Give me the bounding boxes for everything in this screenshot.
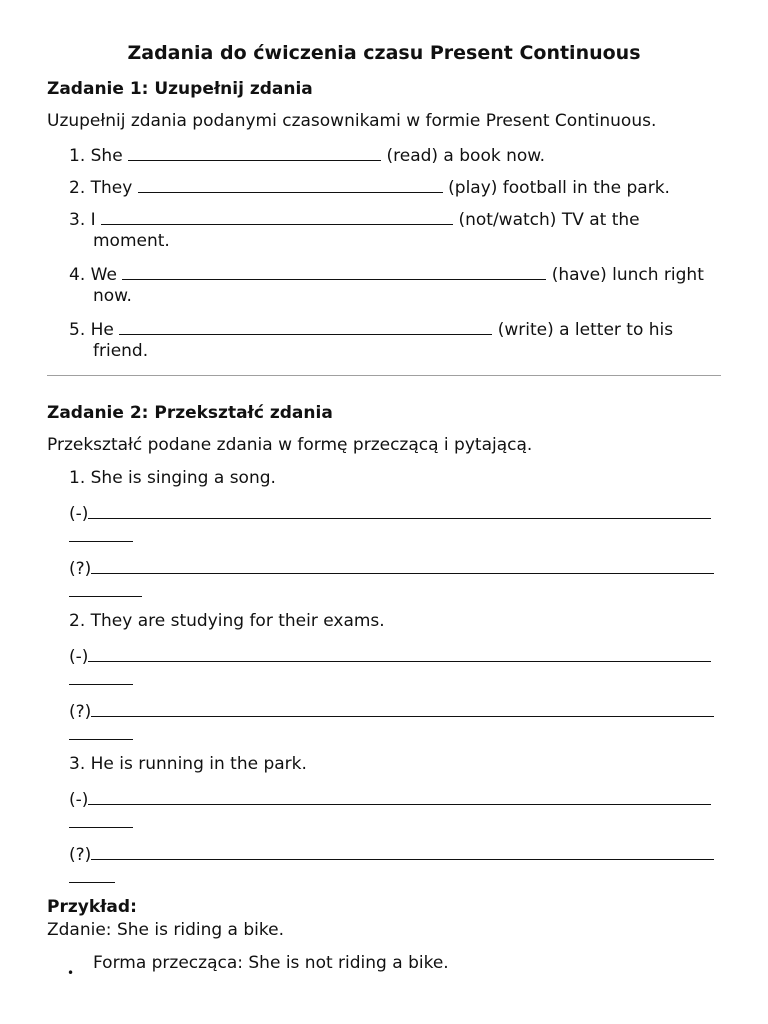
item-number: 5. (69, 320, 86, 340)
task1-item-5-continuation: friend. (93, 341, 149, 361)
answer-blank[interactable] (69, 722, 133, 740)
answer-blank[interactable] (69, 579, 142, 597)
answer-line-wrap (69, 524, 133, 549)
item-number: 4. (69, 265, 86, 285)
item-text-before: He (90, 320, 114, 340)
example-sentence: Zdanie: She is riding a bike. (47, 920, 284, 940)
question-line (69, 556, 714, 581)
question-line (69, 699, 714, 724)
answer-blank[interactable] (69, 667, 133, 685)
task1-item-4-continuation: now. (93, 286, 132, 306)
task1-item-3-continuation: moment. (93, 231, 170, 251)
task1-instruction: Uzupełnij zdania podanymi czasownikami w formie Present Continuous. (47, 111, 657, 131)
negative-line (69, 787, 711, 812)
item-text-after: (play) football in the park. (448, 178, 670, 198)
answer-line-wrap (69, 722, 133, 747)
answer-blank[interactable] (119, 317, 492, 335)
example-negative-form: Forma przecząca: She is not riding a bike. (93, 953, 449, 973)
answer-blank[interactable] (138, 175, 443, 193)
task2-instruction: Przekształć podane zdania w formę przeczącą i pytającą. (47, 435, 533, 455)
task2-sentence-3: 3. He is running in the park. (69, 754, 307, 774)
answer-blank[interactable] (69, 524, 133, 542)
section-divider (47, 375, 721, 376)
task1-item-5 (69, 317, 673, 342)
answer-line-wrap (69, 810, 133, 835)
answer-blank[interactable] (91, 556, 714, 574)
answer-blank[interactable] (69, 865, 115, 883)
question-marker: (?) (69, 702, 92, 722)
task2-heading: Zadanie 2: Przekształć zdania (47, 403, 333, 423)
negative-line (69, 501, 711, 526)
negative-marker: (-) (69, 647, 89, 667)
answer-blank[interactable] (91, 699, 714, 717)
answer-blank[interactable] (69, 810, 133, 828)
answer-blank[interactable] (128, 143, 381, 161)
answer-blank[interactable] (88, 501, 711, 519)
item-text-after: (have) lunch right (551, 265, 704, 285)
item-number: 2. (69, 178, 86, 198)
answer-line-wrap (69, 667, 133, 692)
item-number: 1. (69, 146, 86, 166)
answer-blank[interactable] (122, 262, 546, 280)
answer-blank[interactable] (88, 787, 711, 805)
question-marker: (?) (69, 559, 92, 579)
bullet-icon: • (67, 966, 75, 980)
answer-blank[interactable] (101, 207, 453, 225)
task2-sentence-2: 2. They are studying for their exams. (69, 611, 385, 631)
item-text-before: I (90, 210, 96, 230)
item-text-before: They (90, 178, 133, 198)
task1-item-2 (69, 175, 670, 200)
task1-heading: Zadanie 1: Uzupełnij zdania (47, 79, 313, 99)
answer-blank[interactable] (88, 644, 711, 662)
negative-marker: (-) (69, 790, 89, 810)
answer-line-wrap (69, 579, 142, 604)
item-text-before: We (90, 265, 117, 285)
task1-item-4 (69, 262, 704, 287)
item-number: 3. (69, 210, 86, 230)
answer-line-wrap (69, 865, 115, 890)
negative-marker: (-) (69, 504, 89, 524)
answer-blank[interactable] (91, 842, 714, 860)
item-text-after: (not/watch) TV at the (458, 210, 640, 230)
page-title: Zadania do ćwiczenia czasu Present Continuous (127, 42, 641, 64)
item-text-after: (write) a letter to his (497, 320, 674, 340)
negative-line (69, 644, 711, 669)
item-text-after: (read) a book now. (386, 146, 546, 166)
question-marker: (?) (69, 845, 92, 865)
task1-item-3 (69, 207, 640, 232)
question-line (69, 842, 714, 867)
task2-sentence-1: 1. She is singing a song. (69, 468, 276, 488)
example-heading: Przykład: (47, 897, 137, 917)
task1-item-1 (69, 143, 545, 168)
item-text-before: She (90, 146, 123, 166)
